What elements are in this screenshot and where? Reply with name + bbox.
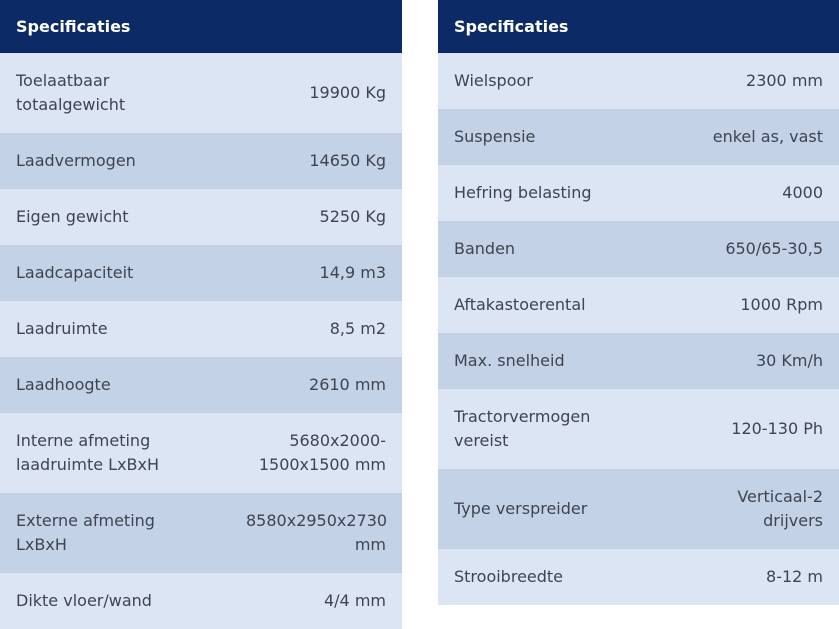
spec-value: 4000: [782, 183, 823, 202]
spec-label: Type verspreider: [454, 499, 588, 518]
spec-label: Suspensie: [454, 127, 536, 146]
spec-label: Externe afmeting LxBxH: [16, 511, 155, 554]
spec-row-suspensie: [438, 109, 839, 165]
spec-row-banden: [438, 221, 839, 277]
spec-row-max-snelheid: [438, 333, 839, 389]
spec-value: 2610 mm: [309, 375, 386, 394]
spec-label: Laadruimte: [16, 319, 108, 338]
spec-row-tractorvermogen: [438, 389, 839, 469]
spec-row-strooibreedte: [438, 549, 839, 605]
spec-value: enkel as, vast: [712, 127, 823, 146]
spec-value: 30 Km/h: [755, 351, 823, 370]
spec-label: Laadvermogen: [16, 151, 136, 170]
spec-value: 1000 Rpm: [740, 295, 823, 314]
spec-row-hefring-belasting: [438, 165, 839, 221]
spec-label: Hefring belasting: [454, 183, 592, 202]
spec-label: Wielspoor: [454, 71, 533, 90]
spec-value: 14650 Kg: [309, 151, 386, 170]
spec-row-type-verspreider: [438, 469, 839, 549]
spec-label: Strooibreedte: [454, 567, 564, 586]
spec-row-laadruimte: [0, 301, 402, 357]
spec-label: Banden: [454, 239, 516, 258]
spec-table-left: [0, 0, 402, 629]
spec-label: Tractorvermogen vereist: [454, 407, 591, 450]
spec-value: 120-130 Ph: [731, 419, 823, 438]
spec-label: Eigen gewicht: [16, 207, 129, 226]
spec-table-header: Specificaties: [0, 0, 402, 53]
spec-label: Laadhoogte: [16, 375, 111, 394]
spec-label: Toelaatbaar totaalgewicht: [16, 71, 126, 114]
spec-value: 8-12 m: [766, 567, 823, 586]
spec-value: 650/65-30,5: [725, 239, 823, 258]
spec-value: 19900 Kg: [309, 83, 386, 102]
spec-row-laadcapaciteit: [0, 245, 402, 301]
spec-label: Interne afmeting laadruimte LxBxH: [16, 431, 160, 474]
spec-table-header: Specificaties: [438, 0, 839, 53]
spec-value: 8580x2950x2730 mm: [246, 511, 388, 554]
spec-row-aftakastoerental: [438, 277, 839, 333]
spec-row-eigen-gewicht: [0, 189, 402, 245]
spec-row-toelaatbaar-totaalgewicht: [0, 53, 402, 133]
spec-row-externe-afmeting: [0, 493, 402, 573]
spec-label: Aftakastoerental: [454, 295, 586, 314]
spec-label: Dikte vloer/wand: [16, 591, 152, 610]
spec-row-dikte-vloer-wand: [0, 573, 402, 629]
spec-value: 5250 Kg: [319, 207, 386, 226]
spec-value: 14,9 m3: [319, 263, 386, 282]
spec-value: 5680x2000-1500x1500 mm: [258, 431, 386, 474]
spec-table-right: [438, 0, 839, 605]
spec-value: 4/4 mm: [323, 591, 386, 610]
spec-label: Laadcapaciteit: [16, 263, 134, 282]
spec-row-wielspoor: [438, 53, 839, 109]
spec-value: 2300 mm: [746, 71, 823, 90]
spec-row-laadvermogen: [0, 133, 402, 189]
spec-label: Max. snelheid: [454, 351, 565, 370]
spec-row-laadhoogte: [0, 357, 402, 413]
spec-value: 8,5 m2: [329, 319, 386, 338]
spec-row-interne-afmeting: [0, 413, 402, 493]
spec-value: Verticaal-2 drijvers: [737, 487, 823, 530]
